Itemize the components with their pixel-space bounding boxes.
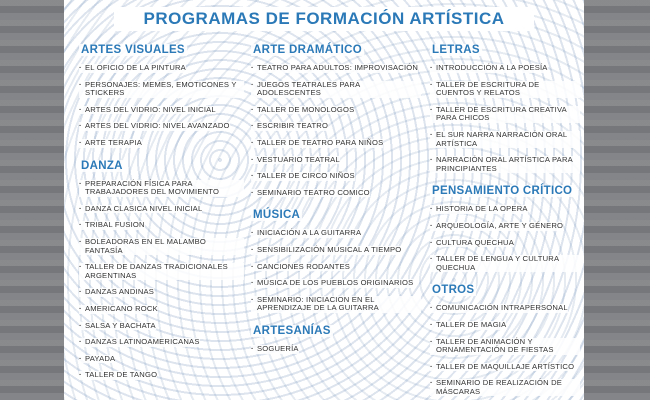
column-1 (79, 40, 244, 388)
program-item: · ARQUEOLOGÍA, ARTE Y GÉNERO (430, 222, 563, 231)
program-item: · TALLER DE MONOLOGOS (251, 106, 354, 115)
program-list (251, 229, 421, 313)
program-item: · BOLEADORAS EN EL MALAMBO FANTASÍA (79, 238, 244, 255)
program-item: · MÚSICA DE LOS PUEBLOS ORIGINARIOS (251, 279, 413, 288)
section-title: ARTES VISUALES (81, 44, 185, 56)
section-title: LETRAS (432, 44, 480, 56)
program-item: · TALLER DE ANIMACIÓN Y ORNAMENTACIÓN DE FIESTAS (430, 338, 580, 355)
section-title: PENSAMIENTO CRÍTICO (432, 185, 573, 198)
section-title: OTROS (432, 284, 475, 297)
program-item: · TALLER DE MAQUILLAJE ARTÍSTICO (430, 363, 574, 372)
program-list (430, 304, 580, 396)
program-item: · TALLER DE TEATRO PARA NIÑOS (251, 139, 383, 148)
program-item: · TALLER DE CIRCO NIÑOS (251, 172, 355, 181)
blurred-side-left (0, 0, 64, 400)
program-item: · SALSA Y BACHATA (79, 322, 156, 331)
section (79, 40, 244, 148)
section-title: ARTE DRAMÁTICO (253, 44, 362, 56)
program-item: · TEATRO PARA ADULTOS: IMPROVISACIÓN (251, 64, 418, 73)
program-item: · AMERICANO ROCK (79, 305, 158, 314)
program-item: · TALLER DE ESCRITURA CREATIVA PARA CHICOS (430, 106, 580, 123)
section (430, 280, 580, 396)
program-item: · DANZA CLASICA NIVEL INICIAL (79, 205, 202, 214)
program-item: · TALLER DE TANGO (79, 371, 157, 380)
section (251, 321, 421, 354)
program-item: · COMUNICACIÓN INTRAPERSONAL (430, 304, 568, 313)
program-item: · PAYADA (79, 355, 115, 364)
program-item: · VESTUARIO TEATRAL (251, 156, 340, 165)
section (430, 40, 580, 173)
program-item: · DANZAS LATINOAMERICANAS (79, 338, 200, 347)
program-item: · PREPARACIÓN FÍSICA PARA TRABAJADORES DEL MOVIMIENTO (79, 180, 244, 197)
program-item: · EL OFICIO DE LA PINTURA (79, 64, 186, 73)
program-list (251, 345, 421, 354)
program-item: · ESCRIBIR TEATRO (251, 122, 328, 131)
program-item: · SEMINARIO DE REALIZACIÓN DE MÁSCARAS (430, 379, 580, 396)
program-list (79, 180, 244, 380)
program-item: · JUEGOS TEATRALES PARA ADOLESCENTES (251, 81, 421, 98)
program-item: · ARTES DEL VIDRIO: NIVEL AVANZADO (79, 122, 230, 131)
program-item: · SOGUERÍA (251, 345, 299, 354)
program-item: · TALLER DE LENGUA Y CULTURA QUECHUA (430, 255, 580, 272)
program-item: · DANZAS ANDINAS (79, 288, 154, 297)
program-list (79, 64, 244, 148)
program-item: · CULTURA QUECHUA (430, 239, 514, 248)
section-title: MÚSICA (253, 209, 301, 222)
section (251, 205, 421, 313)
program-item: · INTRODUCCIÓN A LA POESÍA (430, 64, 548, 73)
program-item: · SEMINARIO: INICIACION EN EL APRENDIZAJE DE LA GUITARRA (251, 296, 421, 313)
program-item: · ARTE TERAPIA (79, 139, 142, 148)
program-list (430, 64, 580, 173)
section (430, 181, 580, 272)
section (79, 156, 244, 380)
program-item: · EL SUR NARRA NARRACIÓN ORAL ARTÍSTICA (430, 131, 580, 148)
blurred-side-right (584, 0, 650, 400)
program-item: · SENSIBILIZACIÓN MUSICAL A TIEMPO (251, 246, 401, 255)
program-item: · SEMINARIO TEATRO COMICO (251, 189, 370, 198)
program-item: · HISTORIA DE LA OPERA (430, 205, 528, 214)
program-list (251, 64, 421, 197)
section-title: DANZA (81, 159, 123, 172)
program-item: · CANCIONES RODANTES (251, 263, 350, 272)
program-item: · TALLER DE MAGIA (430, 321, 506, 330)
poster-title: PROGRAMAS DE FORMACIÓN ARTÍSTICA (114, 7, 534, 31)
program-item: · TALLER DE DANZAS TRADICIONALES ARGENTINAS (79, 263, 244, 280)
program-item: · INICIACIÓN A LA GUITARRA (251, 229, 361, 238)
poster (64, 0, 584, 400)
program-item: · NARRACIÓN ORAL ARTÍSTICA PARA PRINCIPIANTES (430, 156, 580, 173)
column-3 (430, 40, 580, 400)
column-2 (251, 40, 421, 362)
program-item: · TALLER DE ESCRITURA DE CUENTOS Y RELATOS (430, 81, 580, 98)
program-item: · PERSONAJES: MEMES, EMOTICONES Y STICKERS (79, 81, 244, 98)
program-list (430, 205, 580, 272)
program-item: · ARTES DEL VIDRIO: NIVEL INICIAL (79, 106, 216, 115)
section-title: ARTESANÍAS (253, 324, 331, 337)
program-item: · TRIBAL FUSION (79, 221, 145, 230)
section (251, 40, 421, 197)
